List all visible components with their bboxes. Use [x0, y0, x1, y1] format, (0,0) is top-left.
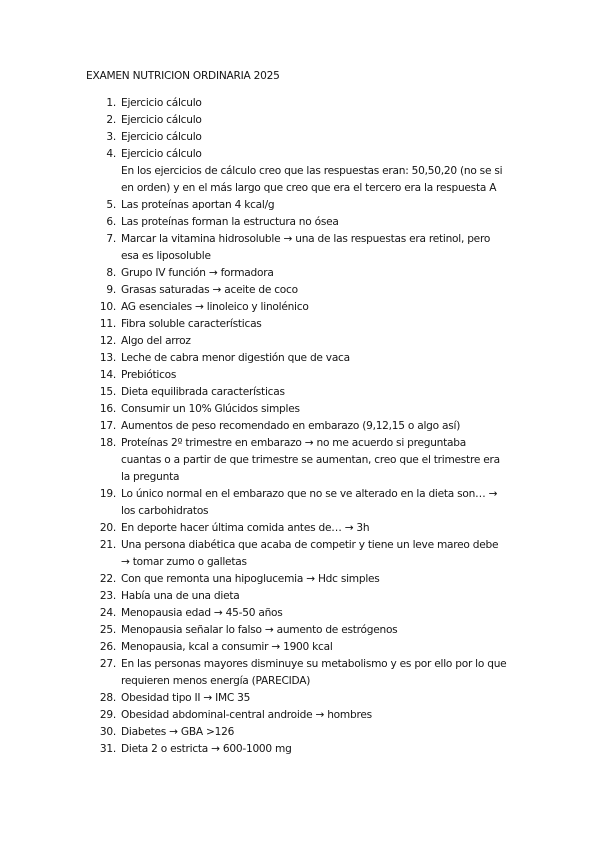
list-item-number: 12. [99, 335, 116, 347]
list-item-number: 29. [99, 709, 116, 721]
list-item-text [121, 146, 521, 163]
list-item-number: 23. [99, 590, 116, 602]
list-item-text [121, 333, 521, 350]
list-item-text [121, 656, 521, 690]
list-item-text [121, 690, 521, 707]
text-line: Ejercicio cálculo [121, 114, 202, 126]
list-item [0, 656, 599, 690]
text-line: Menopausia señalar lo falso → aumento de estrógenos [121, 624, 398, 636]
text-line: Ejercicio cálculo [121, 97, 202, 109]
text-line: Había una de una dieta [121, 590, 240, 602]
list-item-number: 2. [106, 114, 116, 126]
list-item [0, 265, 599, 282]
list-item [0, 690, 599, 707]
list-item-number: 4. [106, 148, 116, 160]
text-line: Fibra soluble características [121, 318, 262, 330]
list-item [0, 571, 599, 588]
list-item-number: 24. [99, 607, 116, 619]
list-item [0, 231, 599, 265]
list-item-number: 6. [106, 216, 116, 228]
list-item-number: 5. [106, 199, 116, 211]
list-item [0, 435, 599, 486]
list-item-number: 9. [106, 284, 116, 296]
list-item-text [121, 741, 521, 758]
list-item [0, 537, 599, 571]
text-line: → tomar zumo o galletas [121, 556, 247, 568]
text-line: esa es liposoluble [121, 250, 211, 262]
list-item [0, 418, 599, 435]
list-item [0, 588, 599, 605]
list-item-number: 13. [99, 352, 116, 364]
document-title: EXAMEN NUTRICION ORDINARIA 2025 [86, 70, 280, 82]
list-item-number: 15. [99, 386, 116, 398]
list-item [0, 129, 599, 146]
text-line: Grupo IV función → formadora [121, 267, 274, 279]
text-line: En los ejercicios de cálculo creo que las respuestas eran: 50,50,20 (no se si [121, 165, 503, 177]
text-line: Marcar la vitamina hidrosoluble → una de las respuestas era retinol, pero [121, 233, 491, 245]
text-line: la pregunta [121, 471, 180, 483]
list-item [0, 112, 599, 129]
list-item-number: 22. [99, 573, 116, 585]
text-line: AG esenciales → linoleico y linolénico [121, 301, 309, 313]
list-item [0, 197, 599, 214]
list-item-number: 1. [106, 97, 116, 109]
list-item [0, 146, 599, 163]
list-item-number: 8. [106, 267, 116, 279]
text-line: Una persona diabética que acaba de competir y tiene un leve mareo debe [121, 539, 499, 551]
list-item [0, 333, 599, 350]
list-item-text [121, 112, 521, 129]
list-item-number: 18. [99, 437, 116, 449]
list-item-text [121, 299, 521, 316]
text-line: Prebióticos [121, 369, 177, 381]
list-item-number: 16. [99, 403, 116, 415]
text-line: Proteínas 2º trimestre en embarazo → no me acuerdo si preguntaba [121, 437, 467, 449]
list-item-number: 31. [99, 743, 116, 755]
list-item-number: 11. [99, 318, 116, 330]
list-item-text [121, 707, 521, 724]
text-line: En deporte hacer última comida antes de… → 3h [121, 522, 370, 534]
text-line: Algo del arroz [121, 335, 191, 347]
text-line: en orden) y en el más largo que creo que era el tercero era la respuesta A [121, 182, 497, 194]
list-item [0, 282, 599, 299]
list-item-number: 30. [99, 726, 116, 738]
list-item [0, 401, 599, 418]
text-line: Lo único normal en el embarazo que no se ve alterado en la dieta son… → [121, 488, 498, 500]
list-item-text [121, 350, 521, 367]
list-item [0, 384, 599, 401]
list-item [0, 741, 599, 758]
list-item [0, 622, 599, 639]
list-item-text [121, 435, 521, 486]
text-line: Obesidad abdominal-central androide → hombres [121, 709, 372, 721]
text-line: requieren menos energía (PARECIDA) [121, 675, 311, 687]
list-item-number: 19. [99, 488, 116, 500]
list-item-text [121, 265, 521, 282]
list-item-text [121, 197, 521, 214]
text-line: cuantas o a partir de que trimestre se aumentan, creo que el trimestre era [121, 454, 500, 466]
text-line: Obesidad tipo II → IMC 35 [121, 692, 251, 704]
list-item-text [121, 571, 521, 588]
list-item-number: 7. [106, 233, 116, 245]
text-line: Con que remonta una hipoglucemia → Hdc simples [121, 573, 380, 585]
list-item-number: 21. [99, 539, 116, 551]
text-line: Diabetes → GBA >126 [121, 726, 235, 738]
list-item-number: 17. [99, 420, 116, 432]
text-line: Las proteínas forman la estructura no ósea [121, 216, 339, 228]
text-line: Las proteínas aportan 4 kcal/g [121, 199, 275, 211]
list-item-number: 27. [99, 658, 116, 670]
question-list [0, 95, 599, 758]
list-item-text [121, 384, 521, 401]
list-item-text [121, 639, 521, 656]
list-item [0, 367, 599, 384]
list-item-number: 25. [99, 624, 116, 636]
list-item-text [121, 724, 521, 741]
list-item-text [121, 622, 521, 639]
list-item-number: 20. [99, 522, 116, 534]
list-item-number: 26. [99, 641, 116, 653]
text-line: En las personas mayores disminuye su metabolismo y es por ello por lo que [121, 658, 507, 670]
text-line: Consumir un 10% Glúcidos simples [121, 403, 300, 415]
list-item-text [121, 486, 521, 520]
text-line: los carbohidratos [121, 505, 209, 517]
list-item-text [121, 129, 521, 146]
list-item [0, 520, 599, 537]
text-line: Dieta 2 o estricta → 600-1000 mg [121, 743, 292, 755]
list-item-text [121, 316, 521, 333]
text-line: Ejercicio cálculo [121, 131, 202, 143]
list-item-text [121, 95, 521, 112]
list-item [0, 707, 599, 724]
list-item-number: 14. [99, 369, 116, 381]
list-item-number: 10. [99, 301, 116, 313]
text-line: Menopausia edad → 45-50 años [121, 607, 283, 619]
list-item-text [121, 367, 521, 384]
text-line: Menopausia, kcal a consumir → 1900 kcal [121, 641, 333, 653]
list-item-text [121, 214, 521, 231]
list-item [0, 605, 599, 622]
list-item [0, 350, 599, 367]
list-item [0, 95, 599, 112]
text-line: Dieta equilibrada características [121, 386, 285, 398]
list-item-text [121, 418, 521, 435]
list-item-text [121, 605, 521, 622]
text-line: Leche de cabra menor digestión que de vaca [121, 352, 350, 364]
list-item-text [121, 282, 521, 299]
list-item-number: 3. [106, 131, 116, 143]
list-item [0, 486, 599, 520]
text-line: Grasas saturadas → aceite de coco [121, 284, 298, 296]
list-item-text [121, 401, 521, 418]
list-item-number: 28. [99, 692, 116, 704]
list-item-text [121, 537, 521, 571]
list-item [0, 299, 599, 316]
list-item-text [121, 231, 521, 265]
text-line: Ejercicio cálculo [121, 148, 202, 160]
list-item-text [121, 520, 521, 537]
list-item-text [121, 163, 521, 197]
list-item [0, 724, 599, 741]
list-note [0, 163, 599, 197]
text-line: Aumentos de peso recomendado en embarazo (9,12,15 o algo así) [121, 420, 461, 432]
list-item [0, 316, 599, 333]
list-item [0, 214, 599, 231]
list-item [0, 639, 599, 656]
list-item-text [121, 588, 521, 605]
